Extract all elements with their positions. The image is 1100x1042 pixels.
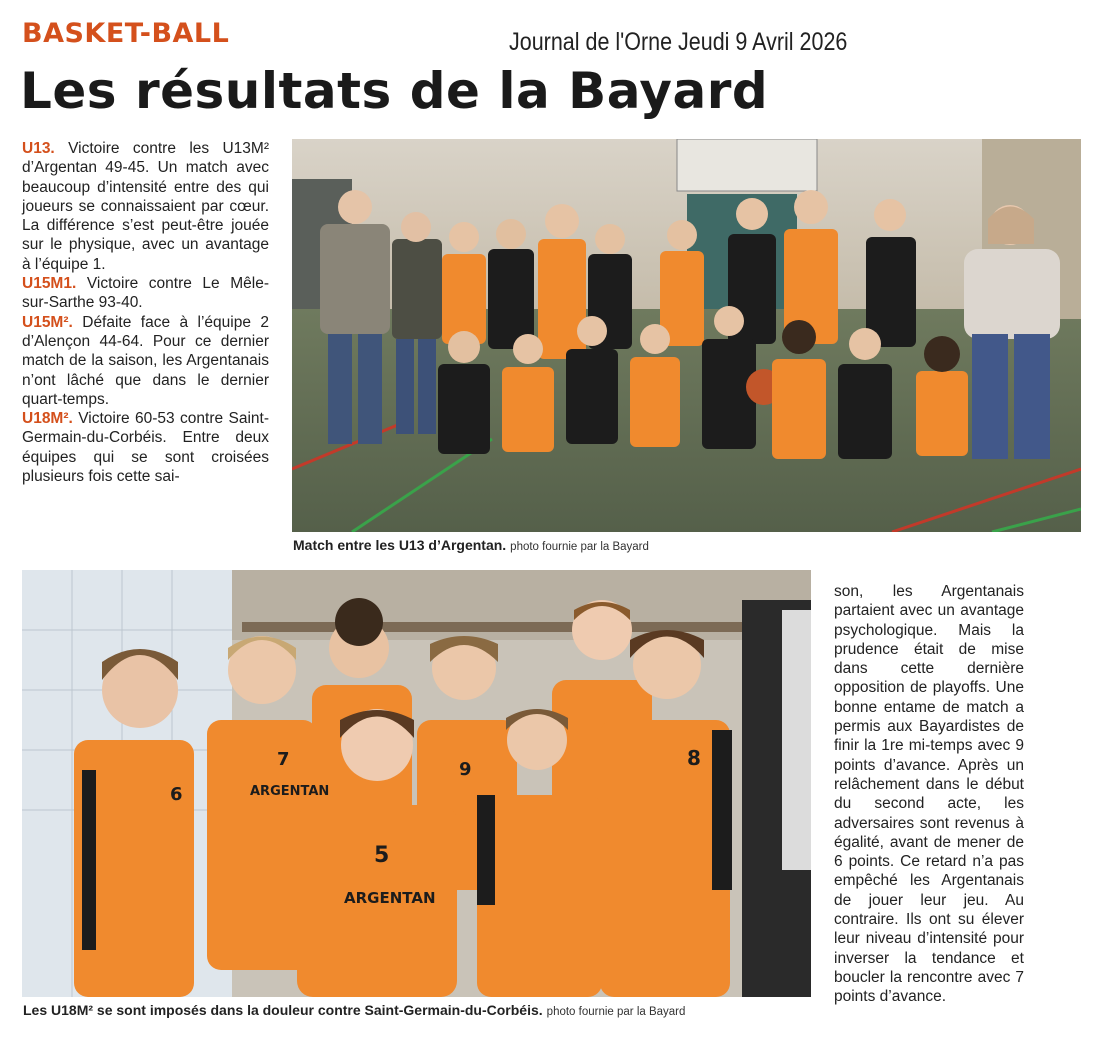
article-column-left <box>22 139 269 486</box>
svg-text:6: 6 <box>170 784 183 805</box>
paragraph-u15m2 <box>22 313 269 409</box>
paragraph-u13 <box>22 139 269 274</box>
photo-u13-team <box>292 139 1081 532</box>
photo-u13-illustration <box>292 139 1081 532</box>
svg-text:7: 7 <box>277 749 290 770</box>
paragraph-continuation: son, les Argentanais partaient avec un avantage psychologique. Mais la prudence était de mise dans cette dernière opposition de playoffs. Une bonne entame de match a permis aux Bayardistes de finir la 1re mi-temps avec 9 points d’avance. Après un relâchement dans le début du second acte, les adversaires sont revenus à égalité, avant de mener de 6 points. Ce retard n’a pas empêché les Argentanais de jouer leur jeu. Au contraire. Ils ont su élever leur niveau d’intensité pour inverser la tendance et boucler la rencontre avec 7 points d’avance. <box>834 583 1024 1006</box>
caption-u18-credit: photo fournie par la Bayard <box>546 1006 686 1018</box>
section-rubric: BASKET-BALL <box>22 18 230 49</box>
text-u13: Victoire contre les U13M² d’Argentan 49-45. Un match avec beaucoup d’intensité entre des qui joueurs se connaissaient par cœur. La différence s’est peut-être jouée sur le physique, avec un avantage à l’équipe 1. <box>22 140 269 273</box>
svg-text:5: 5 <box>374 843 390 868</box>
text-u18m2: Victoire 60-53 contre Saint-Germain-du-Corbéis. Entre deux équipes qui se sont croisées plusieurs fois cette sai- <box>22 410 269 486</box>
text-u15m2: Défaite face à l’équipe 2 d’Alençon 44-64. Pour ce dernier match de la saison, les Argentanais n’ont lâché que dans le dernier quart-temps. <box>22 313 269 408</box>
u18-jersey-text: ARGENTAN <box>344 889 436 907</box>
svg-text:9: 9 <box>459 759 472 780</box>
caption-u13-text: Match entre les U13 d’Argentan. <box>293 537 507 553</box>
dateline: Journal de l'Orne Jeudi 9 Avril 2026 <box>509 28 848 56</box>
text-u15m1: Victoire contre Le Mêle-sur-Sarthe 93-40. <box>22 275 269 312</box>
svg-text:8: 8 <box>687 746 701 770</box>
photo-u18-illustration <box>22 570 811 997</box>
paragraph-u18m2 <box>22 409 269 486</box>
photo-u18-caption <box>23 1002 685 1018</box>
headline: Les résultats de la Bayard <box>20 62 769 120</box>
lead-u13: U13. <box>22 140 55 157</box>
lead-u18m2: U18M². <box>22 410 73 428</box>
caption-u18-text: Les U18M² se sont imposés dans la douleur contre Saint-Germain-du-Corbéis. <box>23 1002 543 1018</box>
photo-u13-caption <box>293 537 649 553</box>
paragraph-u15m1 <box>22 274 269 313</box>
u18-jersey-text-2: ARGENTAN <box>250 784 330 799</box>
lead-u15m2: U15M². <box>22 313 73 331</box>
article-column-right <box>834 582 1024 1007</box>
photo-u18-team <box>22 570 811 997</box>
caption-u13-credit: photo fournie par la Bayard <box>510 541 649 553</box>
lead-u15m1: U15M1. <box>22 275 77 293</box>
